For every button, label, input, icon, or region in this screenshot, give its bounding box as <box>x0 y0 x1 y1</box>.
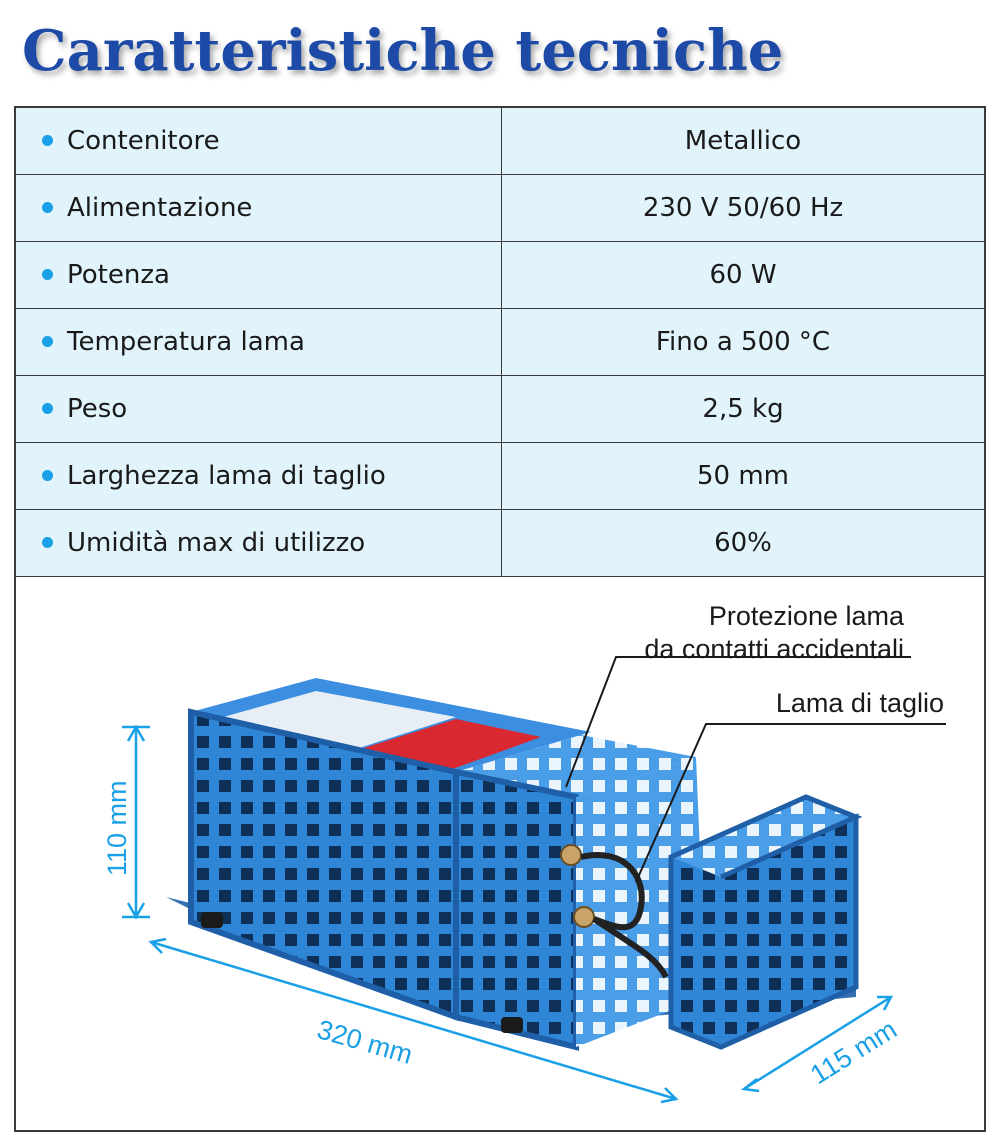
bullet-icon <box>42 537 53 548</box>
dimension-height-label: 110 mm <box>102 780 132 876</box>
bullet-icon <box>42 470 53 481</box>
spec-label: Alimentazione <box>67 193 253 223</box>
table-row <box>16 376 984 443</box>
spec-value: 50 mm <box>502 443 985 510</box>
table-row <box>16 510 984 577</box>
page-title: Caratteristiche tecniche <box>22 18 784 84</box>
callout-blade-guard: Protezione lama da contatti accidentali <box>644 601 904 664</box>
product-illustration <box>16 577 984 1130</box>
table-row <box>16 309 984 376</box>
spec-value: Metallico <box>502 108 985 175</box>
bullet-icon <box>42 202 53 213</box>
bullet-icon <box>42 269 53 280</box>
spec-value: Fino a 500 °C <box>502 309 985 376</box>
callout-cutting-blade: Lama di taglio <box>775 688 944 718</box>
spec-label: Larghezza lama di taglio <box>67 461 386 491</box>
spec-label: Temperatura lama <box>67 327 305 357</box>
spec-value: 60 W <box>502 242 985 309</box>
bullet-icon <box>42 403 53 414</box>
dimension-length-label: 320 mm <box>313 1014 416 1070</box>
spec-label: Contenitore <box>67 126 220 156</box>
side-cage-front <box>671 857 721 1047</box>
bullet-icon <box>42 135 53 146</box>
table-row <box>16 242 984 309</box>
spec-sheet <box>14 106 986 1132</box>
table-row <box>16 443 984 510</box>
blade-guard-front <box>456 772 576 1047</box>
spec-value: 60% <box>502 510 985 577</box>
dimension-depth-label: 115 mm <box>805 1014 902 1091</box>
spec-label: Peso <box>67 394 128 424</box>
table-row <box>16 175 984 242</box>
bullet-icon <box>42 336 53 347</box>
spec-label: Potenza <box>67 260 170 290</box>
spec-value: 230 V 50/60 Hz <box>502 175 985 242</box>
spec-table <box>16 108 984 577</box>
table-row <box>16 108 984 175</box>
spec-label: Umidità max di utilizzo <box>67 528 366 558</box>
spec-value: 2,5 kg <box>502 376 985 443</box>
